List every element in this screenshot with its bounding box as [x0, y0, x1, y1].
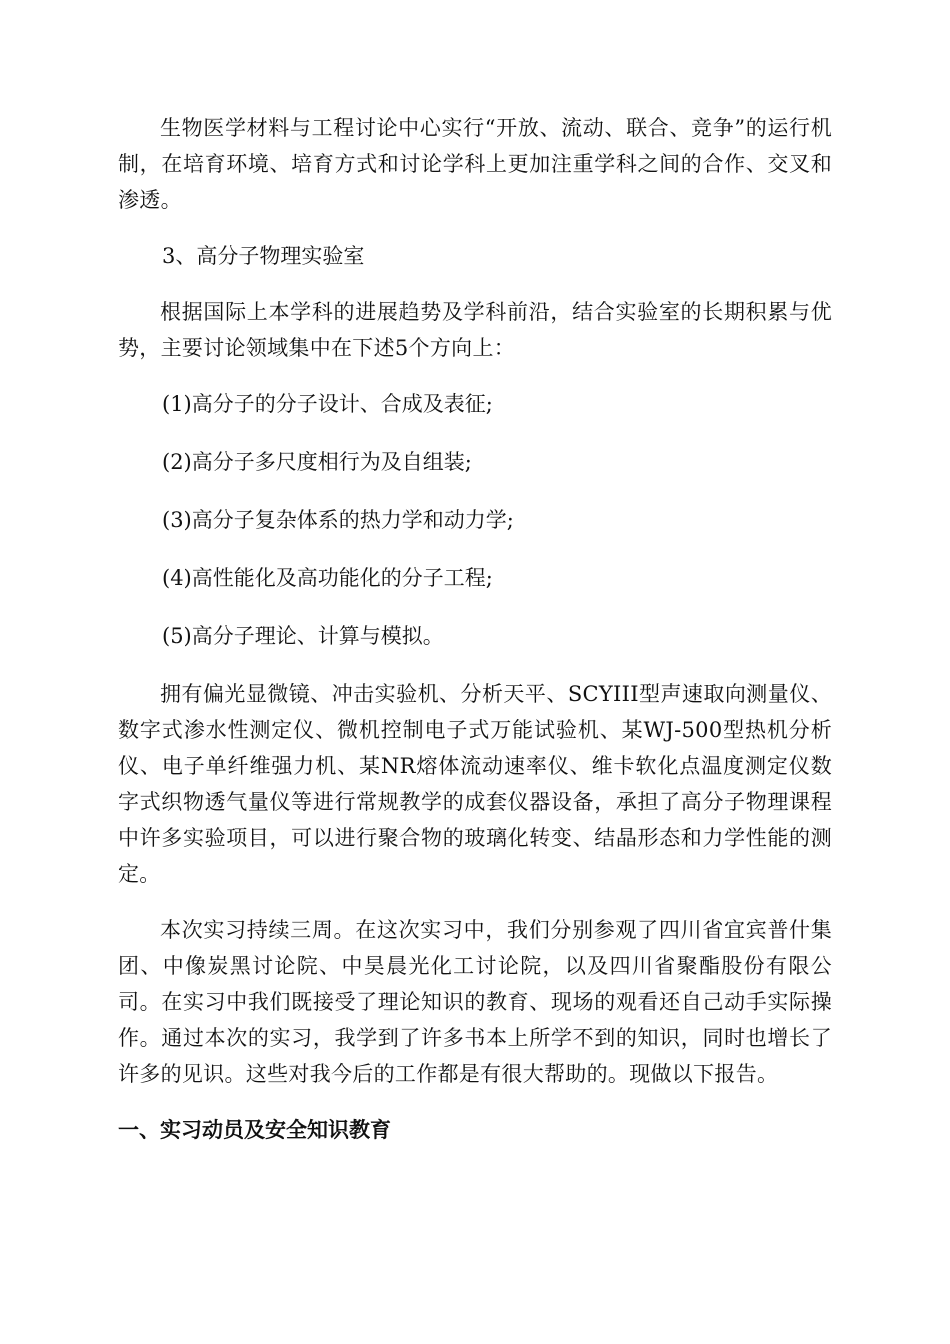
document-page: [118, 110, 832, 1148]
list-item: (2)高分子多尺度相行为及自组装;: [162, 450, 472, 474]
paragraph-internship-summary: 本次实习持续三周。在这次实习中，我们分别参观了四川省宜宾普什集团、中像炭黑讨论院、中昊晨光化工讨论院，以及四川省聚酯股份有限公司。在实习中我们既接受了理论知识的教育、现场的观看还自己动手实际操作。通过本次的实习，我学到了许多书本上所学不到的知识，同时也增长了许多的见识。这些对我今后的工作都是有很大帮助的。现做以下报告。: [118, 918, 832, 1086]
paragraph-equipment: 拥有偏光显微镜、冲击实验机、分析天平、SCYIII型声速取向测量仪、数字式渗水性测定仪、微机控制电子式万能试验机、某WJ-500型热机分析仪、电子单纤维强力机、某NR熔体流动速率仪、维卡软化点温度测定仪数字式织物透气量仪等进行常规教学的成套仪器设备，承担了高分子物理课程中许多实验项目，可以进行聚合物的玻璃化转变、结晶形态和力学性能的测定。: [118, 682, 832, 886]
list-item: (4)高性能化及高功能化的分子工程;: [162, 566, 493, 590]
paragraph-research-directions: 根据国际上本学科的进展趋势及学科前沿，结合实验室的长期积累与优势，主要讨论领域集中在下述5个方向上：: [118, 300, 832, 360]
subheading-polymer-physics-lab: 3、高分子物理实验室: [162, 244, 365, 268]
list-item: (5)高分子理论、计算与模拟。: [162, 624, 444, 648]
list-item: (3)高分子复杂体系的热力学和动力学;: [162, 508, 514, 532]
list-item: (1)高分子的分子设计、合成及表征;: [162, 392, 493, 416]
paragraph-research-center: 生物医学材料与工程讨论中心实行“开放、流动、联合、竞争”的运行机制，在培育环境、培育方式和讨论学科上更加注重学科之间的合作、交叉和渗透。: [118, 116, 832, 212]
section-heading: 一、实习动员及安全知识教育: [118, 1118, 391, 1142]
